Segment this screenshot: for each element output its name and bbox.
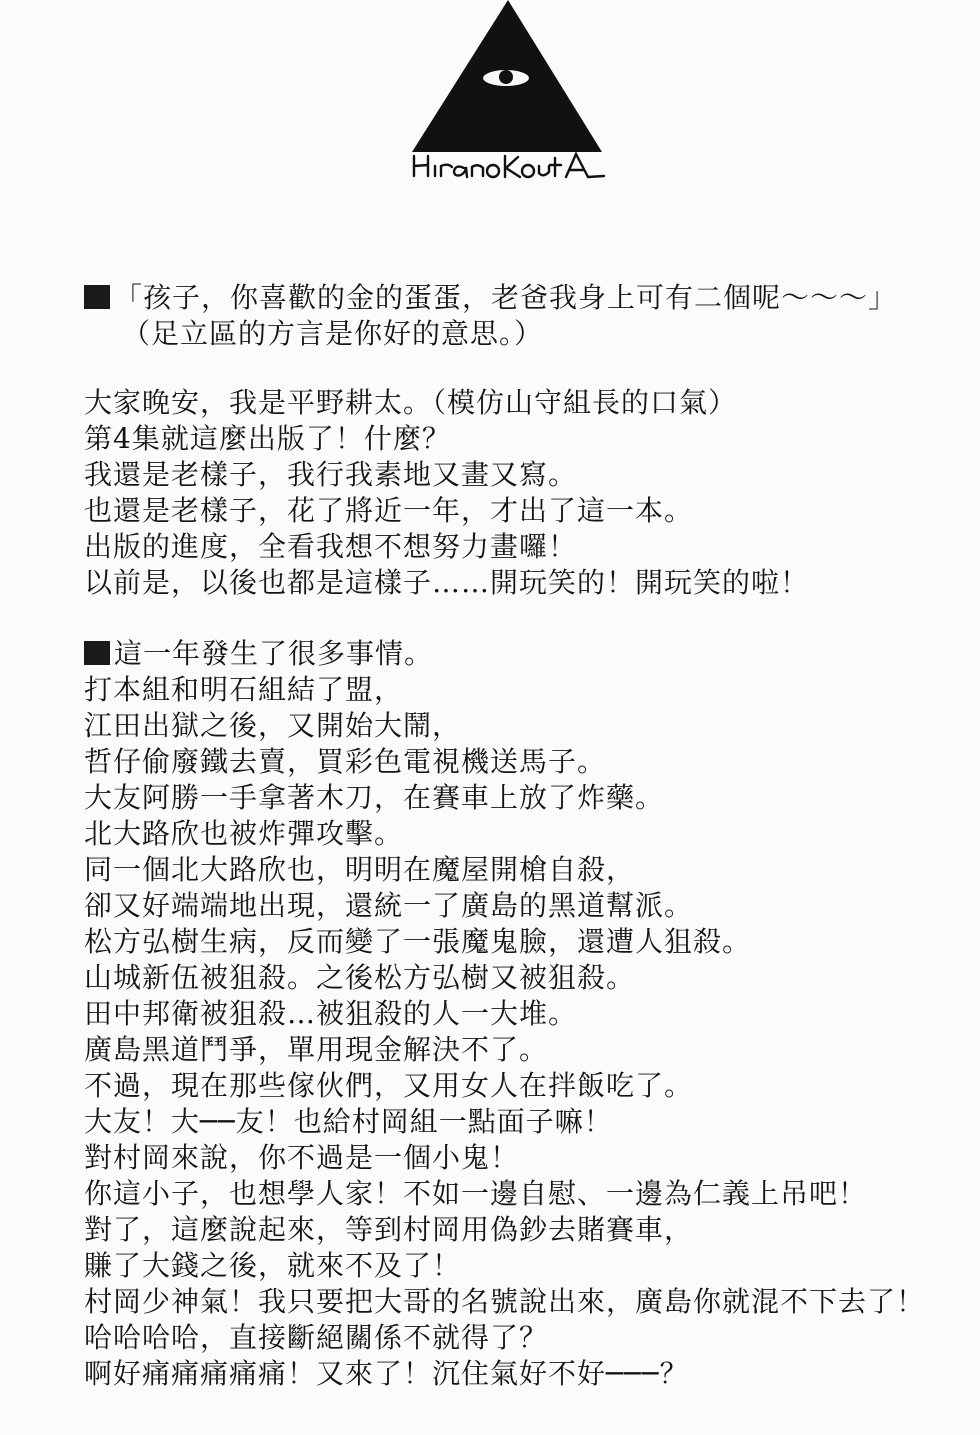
greeting-line: 第4集就這麼出版了！什麼？	[84, 422, 451, 455]
events-line: 啊好痛痛痛痛痛！又來了！沉住氣好不好───？	[84, 1357, 689, 1390]
events-line: 山城新伍被狙殺。之後松方弘樹又被狙殺。	[84, 961, 636, 994]
eye-in-triangle-icon	[408, 0, 608, 185]
intro-note-line: （足立區的方言是你好的意思。）	[122, 317, 544, 350]
events-line: 對了，這麼說起來，等到村岡用偽鈔去賭賽車，	[84, 1213, 694, 1246]
events-line: 江田出獄之後，又開始大鬧，	[84, 709, 462, 742]
events-line: 松方弘樹生病，反而變了一張魔鬼臉，還遭人狙殺。	[84, 925, 752, 958]
events-line: 對村岡來說，你不過是一個小鬼！	[84, 1141, 520, 1174]
events-line: 卻又好端端地出現，還統一了廣島的黑道幫派。	[84, 889, 694, 922]
events-line: 打本組和明石組結了盟，	[84, 673, 404, 706]
greeting-line: 以前是，以後也都是這樣子……開玩笑的！開玩笑的啦！	[84, 566, 810, 599]
intro-quote-line: 「孩子，你喜歡的金的蛋蛋，老爸我身上可有二個呢～～～」	[84, 280, 964, 316]
events-heading-line: 這一年發生了很多事情。	[84, 636, 964, 672]
intro-section	[84, 280, 964, 352]
events-line: 不過，現在那些傢伙們，又用女人在拌飯吃了。	[84, 1069, 694, 1102]
greeting-line: 出版的進度，全看我想不想努力畫囉！	[84, 530, 578, 563]
events-line: 哲仔偷廢鐵去賣，買彩色電視機送馬子。	[84, 745, 607, 778]
events-line: 大友阿勝一手拿著木刀，在賽車上放了炸藥。	[84, 781, 665, 814]
greeting-line: 我還是老樣子，我行我素地又畫又寫。	[84, 458, 578, 491]
events-line: 北大路欣也被炸彈攻擊。	[84, 817, 404, 850]
events-line: 同一個北大路欣也，明明在魔屋開槍自殺，	[84, 853, 636, 886]
events-line: 賺了大錢之後，就來不及了！	[84, 1249, 462, 1282]
greeting-line: 大家晚安，我是平野耕太。（模仿山守組長的口氣）	[84, 386, 738, 419]
events-line: 哈哈哈哈，直接斷絕關係不就得了？	[84, 1321, 549, 1354]
events-line: 村岡少神氣！我只要把大哥的名號說出來，廣島你就混不下去了！	[84, 1285, 926, 1318]
events-line: 田中邦衛被狙殺…被狙殺的人一大堆。	[84, 997, 578, 1030]
black-square-bullet-icon	[84, 285, 110, 309]
events-line: 你這小子，也想學人家！不如一邊自慰、一邊為仁義上吊吧！	[84, 1177, 868, 1210]
greeting-section	[84, 385, 964, 601]
author-signature	[414, 154, 604, 177]
events-section	[84, 636, 964, 1392]
greeting-line: 也還是老樣子，花了將近一年，才出了這一本。	[84, 494, 694, 527]
events-line: 廣島黑道鬥爭，單用現金解決不了。	[84, 1033, 549, 1066]
black-square-bullet-icon	[84, 641, 110, 665]
author-logo	[408, 0, 608, 185]
events-line: 大友！大──友！也給村岡組一點面子嘛！	[84, 1105, 613, 1138]
